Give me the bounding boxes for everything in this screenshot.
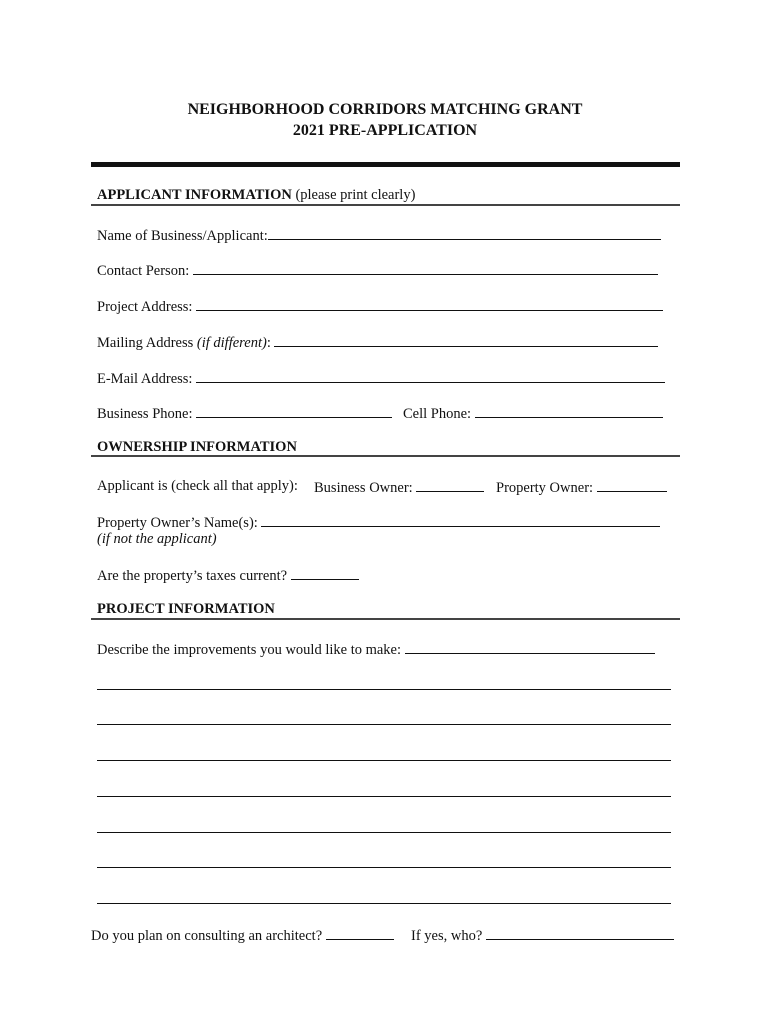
contact-person-field[interactable] (193, 261, 658, 275)
describe-label: Describe the improvements you would like to make: (97, 642, 405, 658)
business-name-label: Name of Business/Applicant: (97, 228, 268, 244)
mailing-address-colon: : (266, 335, 275, 351)
applicant-is-row (97, 478, 298, 495)
description-line[interactable] (97, 724, 671, 725)
cell-phone-field[interactable] (475, 404, 663, 418)
business-name-row (97, 226, 661, 245)
applicant-heading-note: (please print clearly) (291, 187, 416, 203)
email-row (97, 369, 665, 388)
owner-names-label: Property Owner’s Name(s): (97, 515, 262, 531)
contact-person-row (97, 261, 658, 280)
business-phone-label: Business Phone: (97, 406, 197, 422)
business-name-field[interactable] (268, 226, 661, 240)
property-owner-row (496, 478, 667, 497)
taxes-row (97, 566, 359, 585)
cell-phone-row (403, 404, 663, 423)
business-phone-field[interactable] (196, 404, 392, 418)
mailing-address-note: (if different) (196, 335, 267, 351)
contact-person-label: Contact Person: (97, 263, 193, 279)
applicant-is-label: Applicant is (check all that apply): (97, 478, 298, 494)
cell-phone-label: Cell Phone: (403, 406, 475, 422)
architect-who-label: If yes, who? (411, 928, 486, 944)
owner-names-field[interactable] (261, 513, 660, 527)
ownership-section-rule (91, 455, 680, 457)
project-section-heading (97, 601, 275, 618)
owner-names-row (97, 513, 660, 532)
ownership-section-heading (97, 439, 297, 456)
architect-who-row (411, 926, 674, 945)
ownership-heading-text: OWNERSHIP INFORMATION (97, 439, 297, 455)
description-line[interactable] (97, 796, 671, 797)
applicant-section-rule (91, 204, 680, 206)
taxes-label: Are the property’s taxes current? (97, 568, 291, 584)
description-line[interactable] (97, 832, 671, 833)
business-owner-row (314, 478, 484, 497)
architect-label: Do you plan on consulting an architect? (91, 928, 326, 944)
owner-names-note: (if not the applicant) (97, 531, 217, 547)
form-subtitle: 2021 PRE-APPLICATION (292, 122, 478, 139)
email-field[interactable] (196, 369, 665, 383)
applicant-heading-text: APPLICANT INFORMATION (97, 187, 292, 203)
architect-field[interactable] (326, 926, 394, 940)
business-owner-check[interactable] (416, 478, 484, 492)
architect-row (91, 926, 394, 945)
taxes-field[interactable] (291, 566, 359, 580)
applicant-section-heading (97, 187, 415, 204)
project-heading-text: PROJECT INFORMATION (97, 601, 275, 617)
describe-row (97, 640, 655, 659)
project-address-label: Project Address: (97, 299, 197, 315)
project-section-rule (91, 618, 680, 620)
form-title: NEIGHBORHOOD CORRIDORS MATCHING GRANT (187, 101, 583, 118)
title-divider (91, 162, 680, 167)
project-address-row (97, 297, 663, 316)
mailing-address-row (97, 333, 658, 352)
business-owner-label: Business Owner: (314, 480, 417, 496)
project-address-field[interactable] (196, 297, 663, 311)
mailing-address-field[interactable] (274, 333, 658, 347)
describe-field[interactable] (405, 640, 655, 654)
description-line[interactable] (97, 903, 671, 904)
architect-who-field[interactable] (486, 926, 674, 940)
mailing-address-label: Mailing Address (97, 335, 197, 351)
description-line[interactable] (97, 867, 671, 868)
property-owner-label: Property Owner: (496, 480, 597, 496)
phone-row (97, 404, 392, 423)
description-line[interactable] (97, 689, 671, 690)
property-owner-check[interactable] (597, 478, 667, 492)
email-label: E-Mail Address: (97, 371, 197, 387)
description-line[interactable] (97, 760, 671, 761)
